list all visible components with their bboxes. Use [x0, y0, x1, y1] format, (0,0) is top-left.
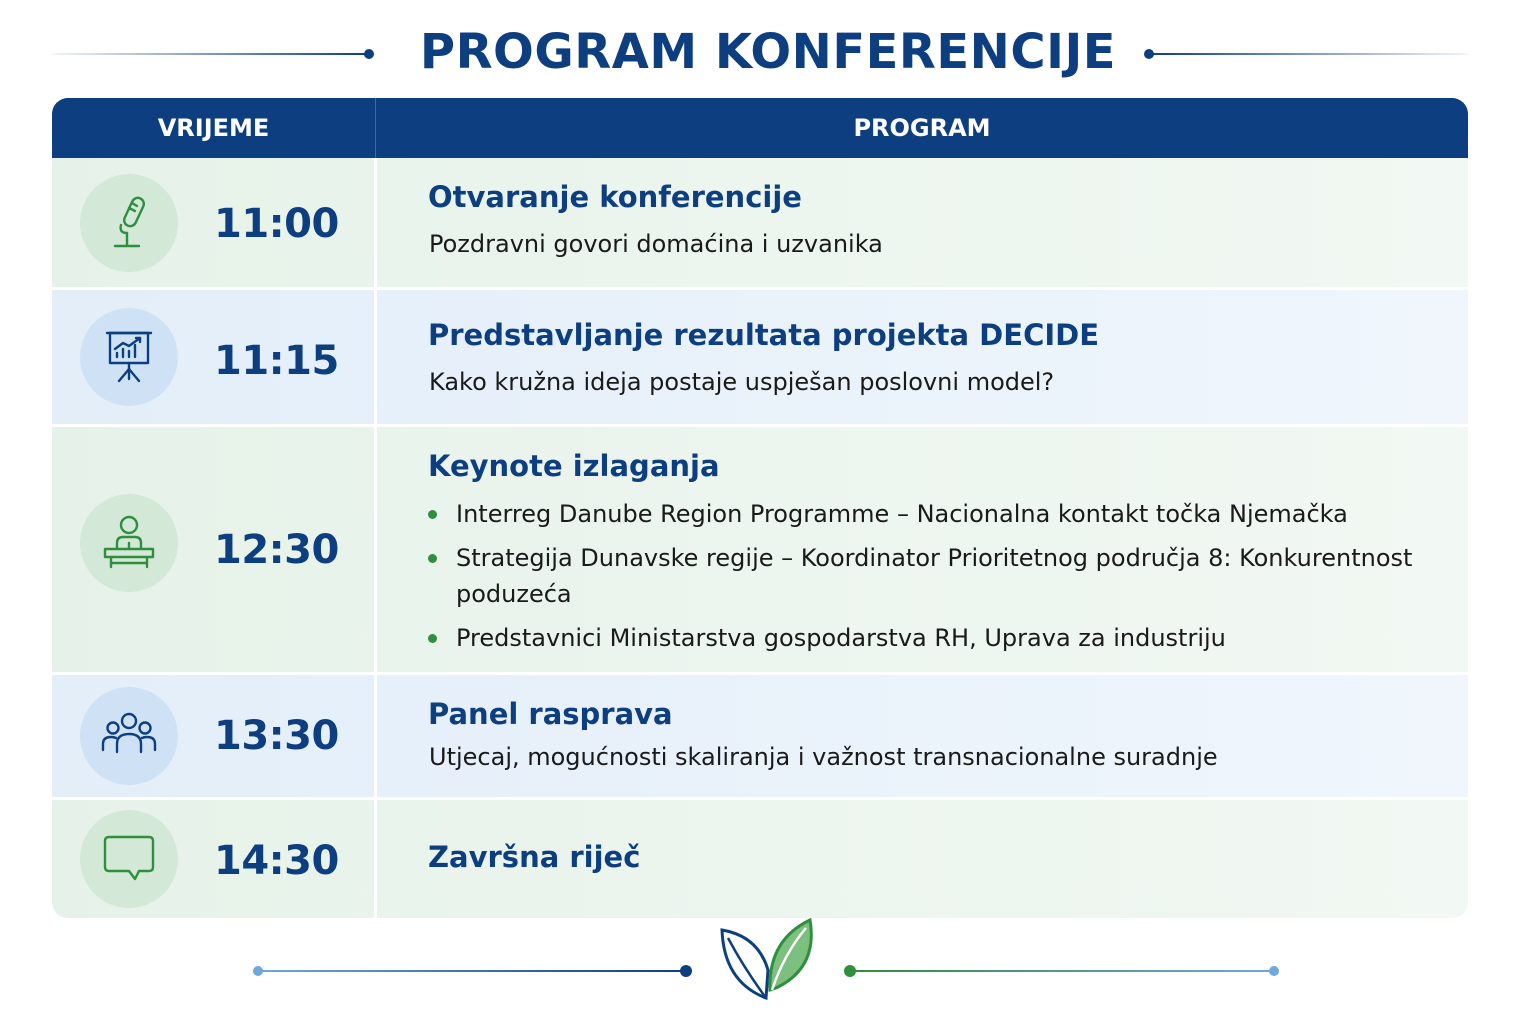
- row-5-title: Završna riječ: [428, 840, 641, 874]
- microphone-icon: [99, 193, 159, 253]
- speech-bubble-icon: [99, 829, 159, 889]
- footer-dot: [1269, 966, 1279, 976]
- row-2-subtitle: Kako kružna ideja postaje uspješan poslovni model?: [429, 368, 1055, 396]
- row-2-icon-circle: [80, 308, 178, 406]
- people-group-icon: [99, 706, 159, 766]
- column-separator: [374, 800, 377, 918]
- leaves-icon: [714, 918, 818, 1002]
- list-item: Strategija Dunavske regije – Koordinator Prioritetnog područja 8: Konkurentnost poduzeća: [428, 540, 1438, 612]
- table-header: [52, 98, 1468, 158]
- footer-rule-left: [258, 970, 686, 972]
- footer-rule-right: [850, 970, 1274, 972]
- row-3-time: 12:30: [214, 527, 339, 573]
- row-2-time: 11:15: [214, 338, 339, 384]
- row-1-time: 11:00: [214, 201, 339, 247]
- table-row-1: [52, 158, 1468, 288]
- header-program: PROGRAM: [853, 114, 991, 142]
- row-1-title: Otvaranje konferencije: [428, 180, 802, 214]
- column-separator: [374, 427, 377, 673]
- row-1-subtitle: Pozdravni govori domaćina i uzvanika: [429, 230, 883, 258]
- table-row-5: [52, 800, 1468, 918]
- table-row-2: [52, 290, 1468, 425]
- row-3-icon-circle: [80, 494, 178, 592]
- speaker-podium-icon: [99, 513, 159, 573]
- footer-dot: [680, 965, 692, 977]
- program-table: [52, 98, 1468, 918]
- list-item: Interreg Danube Region Programme – Nacionalna kontakt točka Njemačka: [428, 496, 1438, 532]
- row-4-icon-circle: [80, 687, 178, 785]
- column-separator: [374, 158, 377, 288]
- keynote-list: [428, 496, 1438, 664]
- title-rule-right: [1150, 53, 1468, 55]
- title-bar: [0, 22, 1536, 86]
- table-row-4: [52, 675, 1468, 798]
- list-item: Predstavnici Ministarstva gospodarstva RH, Uprava za industriju: [428, 620, 1438, 656]
- row-4-title: Panel rasprava: [428, 697, 673, 731]
- header-time: VRIJEME: [157, 114, 270, 142]
- column-separator: [374, 675, 377, 798]
- row-5-time: 14:30: [214, 838, 339, 884]
- row-4-subtitle: Utjecaj, mogućnosti skaliranja i važnost transnacionalne suradnje: [429, 743, 1218, 771]
- row-1-icon-circle: [80, 174, 178, 272]
- row-4-time: 13:30: [214, 713, 339, 759]
- row-5-icon-circle: [80, 810, 178, 908]
- column-separator: [374, 290, 377, 425]
- row-2-title: Predstavljanje rezultata projekta DECIDE: [428, 318, 1100, 352]
- page-title: PROGRAM KONFERENCIJE: [419, 24, 1117, 80]
- footer-ornament: [0, 918, 1536, 1018]
- row-3-title: Keynote izlaganja: [428, 449, 720, 483]
- presentation-chart-icon: [99, 327, 159, 387]
